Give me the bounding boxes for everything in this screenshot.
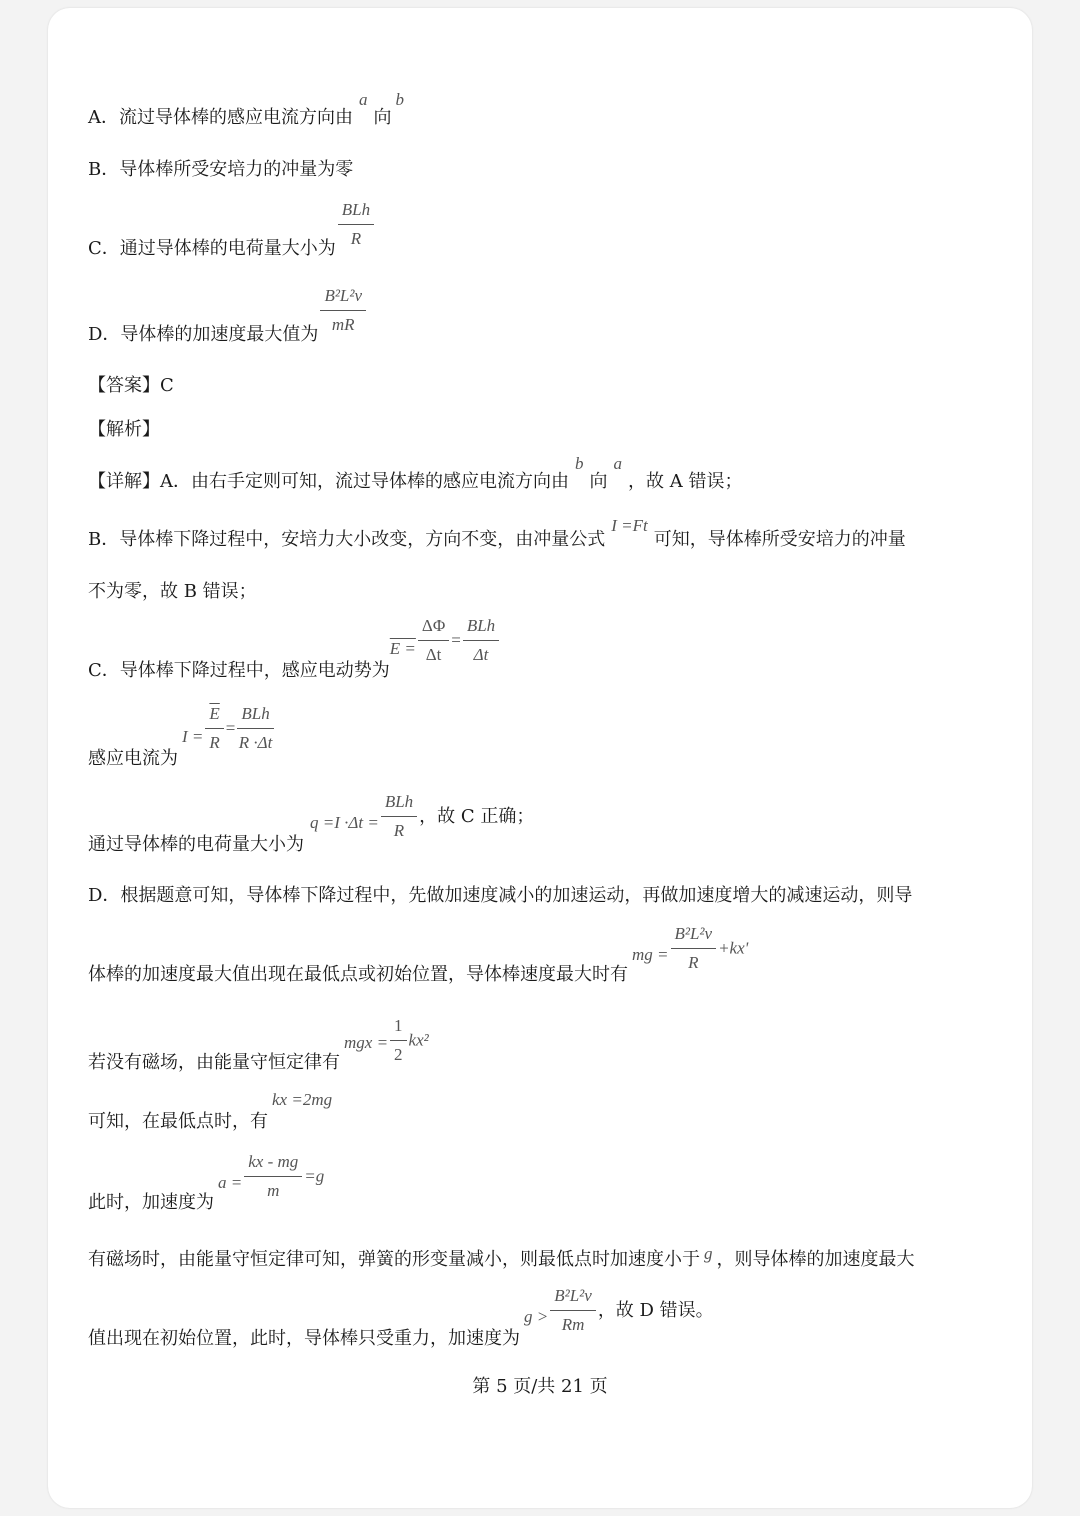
field-suffix2: ，故 D 错误。 [597,1299,714,1321]
field-text1: 有磁场时，由能量守恒定律可知，弹簧的形变量减小，则最低点时加速度小于 [88,1249,700,1270]
energy-line [88,1014,429,1073]
current-den2: R ·Δt [238,733,273,752]
detail-c-current [88,702,276,769]
current-den1: R [209,733,220,752]
field-lhs: g > [524,1306,549,1326]
charge-suffix: ，故 C 正确； [419,805,535,827]
field-num: B²L²v [550,1284,596,1311]
option-b-text: B．导体棒所受安培力的冲量为零 [88,159,354,180]
option-c-den: R [350,229,362,248]
field-fraction [550,1284,596,1337]
option-c-num: BLh [338,198,374,225]
energy-rhs: kx² [408,1030,429,1050]
option-c [88,198,376,259]
charge-den: R [393,821,405,840]
energy-text: 若没有磁场，由能量守恒定律有 [88,1051,340,1073]
detail-a-text: 【详解】A．由右手定则可知，流过导体棒的感应电流方向由 [88,471,569,492]
acc-num: kx - mg [244,1150,302,1177]
option-a-from: a [359,90,368,109]
detail-b-suffix: 可知，导体棒所受安培力的冲量 [653,529,906,550]
field-suffix1: ，则导体棒的加速度最大 [716,1249,915,1270]
mg-den: R [688,953,699,972]
acc-line [88,1150,325,1213]
acc-den: m [267,1181,280,1200]
emf-num2: BLh [463,614,499,641]
k-line [88,1090,333,1132]
detail-a-from: b [575,454,584,473]
option-d-den: mR [331,315,355,334]
option-a-to: b [395,90,404,109]
acc-text: 此时，加速度为 [88,1191,214,1213]
current-fraction-2 [237,702,273,755]
detail-b-text: B．导体棒下降过程中，安培力大小改变，方向不变，由冲量公式 [88,529,606,550]
detail-a-to: a [613,454,622,473]
option-c-fraction [338,198,374,251]
current-lhs: I = [182,726,204,746]
field-g: g [704,1244,713,1263]
emf-eq: = [451,630,461,650]
current-fraction-1 [205,702,223,755]
option-d [88,284,368,345]
detail-b-formula: I =Ft [611,516,648,535]
energy-num: 1 [390,1014,407,1041]
acc-rhs: =g [304,1166,325,1186]
field-text2: 值出现在初始位置，此时，导体棒只受重力，加速度为 [88,1327,520,1349]
emf-fraction-2 [463,614,499,667]
detail-a-suffix: ，故 A 错误； [628,471,743,492]
mg-rhs: +kx' [718,938,749,958]
emf-lhs: E = [389,638,416,658]
emf-fraction-1 [418,614,449,667]
emf-den2: Δt [473,645,489,664]
emf-num1: ΔΦ [418,614,449,641]
detail-c-charge [88,790,535,855]
acc-fraction [244,1150,302,1203]
mg-lhs: mg = [632,944,669,964]
mg-num: B²L²v [671,922,717,949]
field-line1 [88,1244,915,1272]
energy-lhs: mgx = [344,1032,389,1052]
k-text: 可知，在最低点时，有 [88,1111,268,1132]
analysis-label: 【解析】 [88,419,160,440]
emf-den1: Δt [425,645,442,664]
detail-d-line2 [88,922,749,985]
charge-lhs: q =I ·Δt = [310,812,379,832]
energy-fraction [390,1014,407,1067]
option-d-text: D．导体棒的加速度最大值为 [88,323,319,345]
current-text: 感应电流为 [88,747,178,769]
charge-text: 通过导体棒的电荷量大小为 [88,833,304,855]
option-d-num: B²L²v [320,284,366,311]
charge-num: BLh [381,790,417,817]
current-eq: = [225,718,236,738]
charge-fraction [381,790,417,843]
current-num1: $\overline{E}$ [205,702,223,729]
option-d-fraction [320,284,366,337]
field-den: Rm [561,1315,585,1334]
detail-b-line2: 不为零，故 B 错误； [88,581,257,602]
field-line2 [88,1284,714,1349]
k-formula: kx =2mg [272,1090,333,1109]
detail-d-line1: D．根据题意可知，导体棒下降过程中，先做加速度减小的加速运动，再做加速度增大的减速运动，则导 [88,885,913,906]
option-a-mid: 向 [373,107,392,128]
detail-b-line1 [88,516,906,552]
option-a-text: A．流过导体棒的感应电流方向由 [88,107,353,128]
option-c-text: C．通过导体棒的电荷量大小为 [88,237,336,259]
detail-c-emf [88,614,501,681]
option-b [88,158,353,182]
energy-den: 2 [394,1045,403,1064]
acc-lhs: a = [218,1172,243,1192]
detail-a-mid: 向 [589,471,608,492]
answer-label: 【答案】C [88,375,174,396]
detail-d-text: 体棒的加速度最大值出现在最低点或初始位置，导体棒速度最大时有 [88,963,628,985]
current-num2: BLh [237,702,273,729]
detail-a [88,454,743,494]
page-number: 第 5 页/共 21 页 [472,1376,608,1397]
option-a [88,90,404,130]
detail-c-text: C．导体棒下降过程中，感应电动势为 [88,659,390,681]
mg-fraction [671,922,717,975]
